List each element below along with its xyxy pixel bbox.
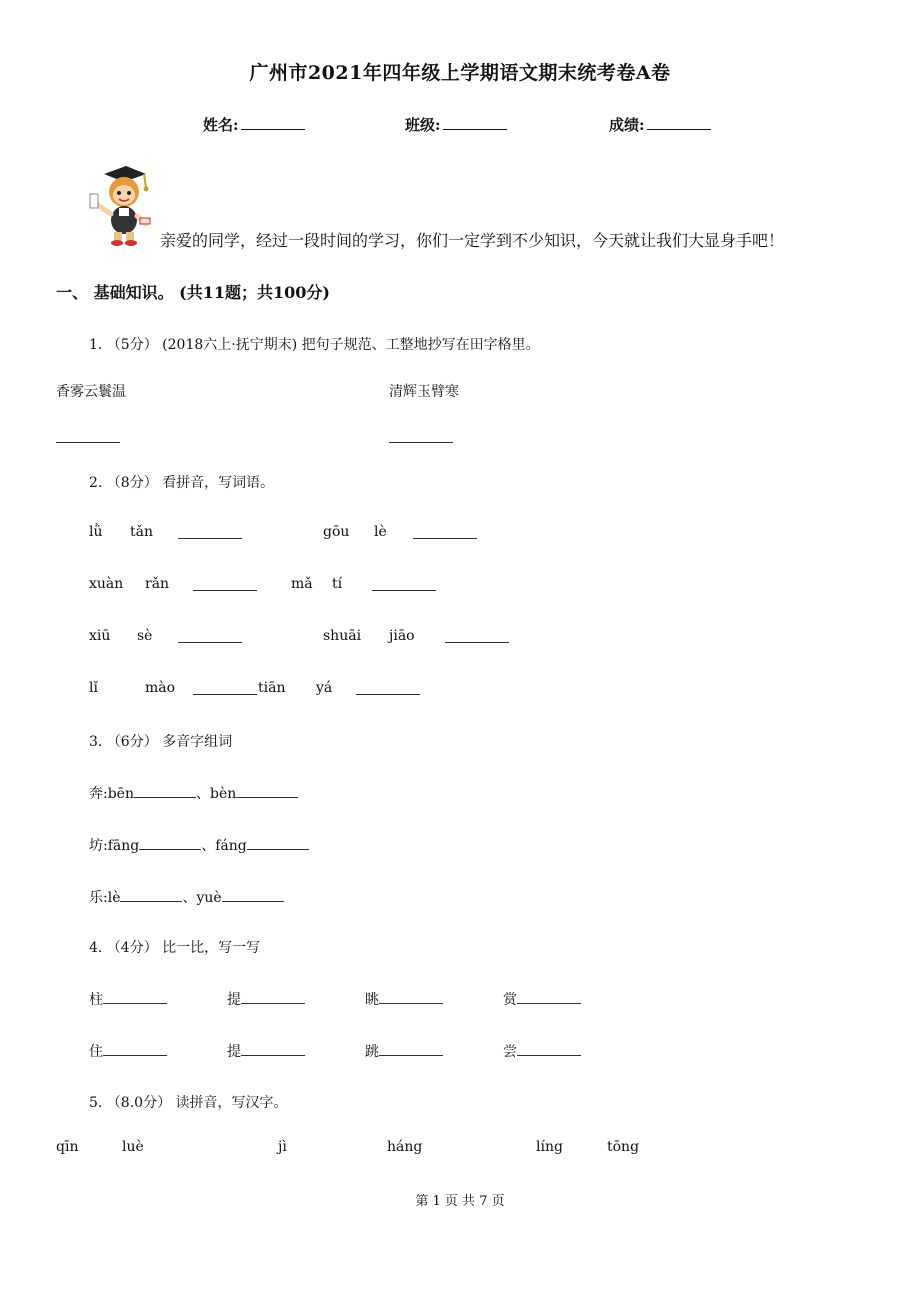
q4-item — [89, 989, 167, 1009]
q4-item — [365, 1041, 443, 1061]
q4-item — [365, 989, 443, 1009]
q4-answer-blank[interactable] — [379, 1043, 443, 1056]
q3-pinyin-b: fáng — [215, 838, 247, 854]
q4-answer-blank[interactable] — [379, 991, 443, 1004]
q3-row — [89, 887, 284, 907]
name-field — [203, 114, 305, 135]
q3-char: 奔: — [89, 786, 108, 802]
q3-pinyin-a: fāng — [107, 838, 140, 854]
q2-answer-blank[interactable] — [356, 680, 420, 699]
q2-answer-blank[interactable] — [178, 628, 242, 647]
q3-char: 乐: — [89, 890, 108, 906]
student-mascot-icon — [86, 164, 152, 246]
class-field — [405, 114, 507, 135]
q4-char: 跳 — [365, 1044, 379, 1060]
q4-item — [227, 1041, 305, 1061]
q4-char: 柱 — [89, 992, 103, 1008]
q3-answer-blank[interactable] — [120, 889, 182, 902]
question-2-title: 2. （8分） 看拼音，写词语。 — [89, 475, 275, 491]
q2-pinyin: yá — [316, 680, 333, 696]
q2-pinyin: gōu — [323, 524, 350, 540]
q2-answer-blank[interactable] — [193, 680, 257, 699]
q5-pinyin: háng — [387, 1139, 423, 1155]
q4-answer-blank[interactable] — [103, 991, 167, 1004]
q1-answer-right[interactable] — [389, 428, 453, 447]
q2-pinyin: xiū — [89, 628, 111, 644]
q2-answer-blank[interactable] — [413, 524, 477, 543]
q2-pinyin: shuāi — [323, 628, 362, 644]
question-3-title: 3. （6分） 多音字组词 — [89, 734, 233, 750]
q3-answer-blank[interactable] — [139, 837, 201, 850]
q2-pinyin: mǎ — [291, 576, 313, 592]
q4-char: 赏 — [503, 992, 517, 1008]
q4-item — [503, 1041, 581, 1061]
q3-answer-blank[interactable] — [134, 785, 196, 798]
question-1-title: 1. （5分） (2018六上·抚宁期末) 把句子规范、工整地抄写在田字格里。 — [89, 337, 540, 353]
q4-item — [89, 1041, 167, 1061]
q2-pinyin: lǜ — [89, 524, 103, 540]
name-label: 姓名: — [203, 116, 239, 134]
q4-char: 住 — [89, 1044, 103, 1060]
q3-pinyin-b: yuè — [196, 890, 222, 906]
q2-pinyin: tiān — [258, 680, 286, 696]
q2-pinyin: mào — [145, 680, 176, 696]
q4-answer-blank[interactable] — [103, 1043, 167, 1056]
q3-pinyin-a: lè — [107, 890, 121, 906]
q4-answer-blank[interactable] — [517, 991, 581, 1004]
q2-pinyin: rǎn — [145, 576, 170, 592]
q1-answer-left[interactable] — [56, 428, 120, 447]
q2-answer-blank[interactable] — [178, 524, 242, 543]
q2-answer-blank[interactable] — [372, 576, 436, 595]
q2-answer-blank[interactable] — [445, 628, 509, 647]
class-label: 班级: — [405, 116, 441, 134]
q2-pinyin: sè — [137, 628, 153, 644]
q4-char: 提 — [227, 1044, 241, 1060]
q1-sentence-right: 清辉玉臂寒 — [389, 384, 459, 400]
q3-row — [89, 783, 298, 803]
q3-separator: 、 — [195, 786, 210, 802]
q3-row — [89, 835, 309, 855]
q4-char: 尝 — [503, 1044, 517, 1060]
q2-pinyin: lè — [374, 524, 387, 540]
name-blank[interactable] — [241, 115, 305, 130]
q2-pinyin: lǐ — [89, 680, 98, 696]
q4-answer-blank[interactable] — [241, 1043, 305, 1056]
q3-answer-blank[interactable] — [236, 785, 298, 798]
q3-separator: 、 — [182, 890, 197, 906]
q3-answer-blank[interactable] — [222, 889, 284, 902]
class-blank[interactable] — [443, 115, 507, 130]
q4-answer-blank[interactable] — [517, 1043, 581, 1056]
q4-char: 提 — [227, 992, 241, 1008]
page-title: 广州市2021年四年级上学期语文期末统考卷A卷 — [249, 62, 671, 84]
q5-pinyin: qīn — [56, 1139, 79, 1155]
score-field — [609, 114, 711, 135]
q5-pinyin: luè — [122, 1139, 144, 1155]
q4-answer-blank[interactable] — [241, 991, 305, 1004]
q2-pinyin: tǎn — [130, 524, 153, 540]
section-heading-basics: 一、 基础知识。 (共11题；共100分) — [56, 283, 330, 302]
q2-pinyin: tí — [332, 576, 343, 592]
q4-item — [503, 989, 581, 1009]
q5-pinyin: líng — [536, 1139, 563, 1155]
q2-pinyin: jiāo — [389, 628, 415, 644]
question-4-title: 4. （4分） 比一比，写一写 — [89, 940, 261, 956]
q1-sentence-left: 香雾云鬟温 — [56, 384, 126, 400]
q3-answer-blank[interactable] — [247, 837, 309, 850]
q3-pinyin-a: bēn — [107, 786, 134, 802]
page-footer: 第 1 页 共 7 页 — [415, 1194, 505, 1209]
q4-char: 眺 — [365, 992, 379, 1008]
q2-answer-blank[interactable] — [193, 576, 257, 595]
q3-char: 坊: — [89, 838, 108, 854]
question-5-title: 5. （8.0分） 读拼音，写汉字。 — [89, 1095, 288, 1111]
q5-pinyin: tōng — [607, 1139, 640, 1155]
q3-separator: 、 — [201, 838, 216, 854]
intro-text: 亲爱的同学，经过一段时间的学习，你们一定学到不少知识，今天就让我们大显身手吧！ — [160, 231, 785, 250]
score-label: 成绩: — [609, 116, 645, 134]
q5-pinyin: jì — [278, 1139, 287, 1155]
q3-pinyin-b: bèn — [209, 786, 237, 802]
q4-item — [227, 989, 305, 1009]
score-blank[interactable] — [647, 115, 711, 130]
q2-pinyin: xuàn — [89, 576, 124, 592]
